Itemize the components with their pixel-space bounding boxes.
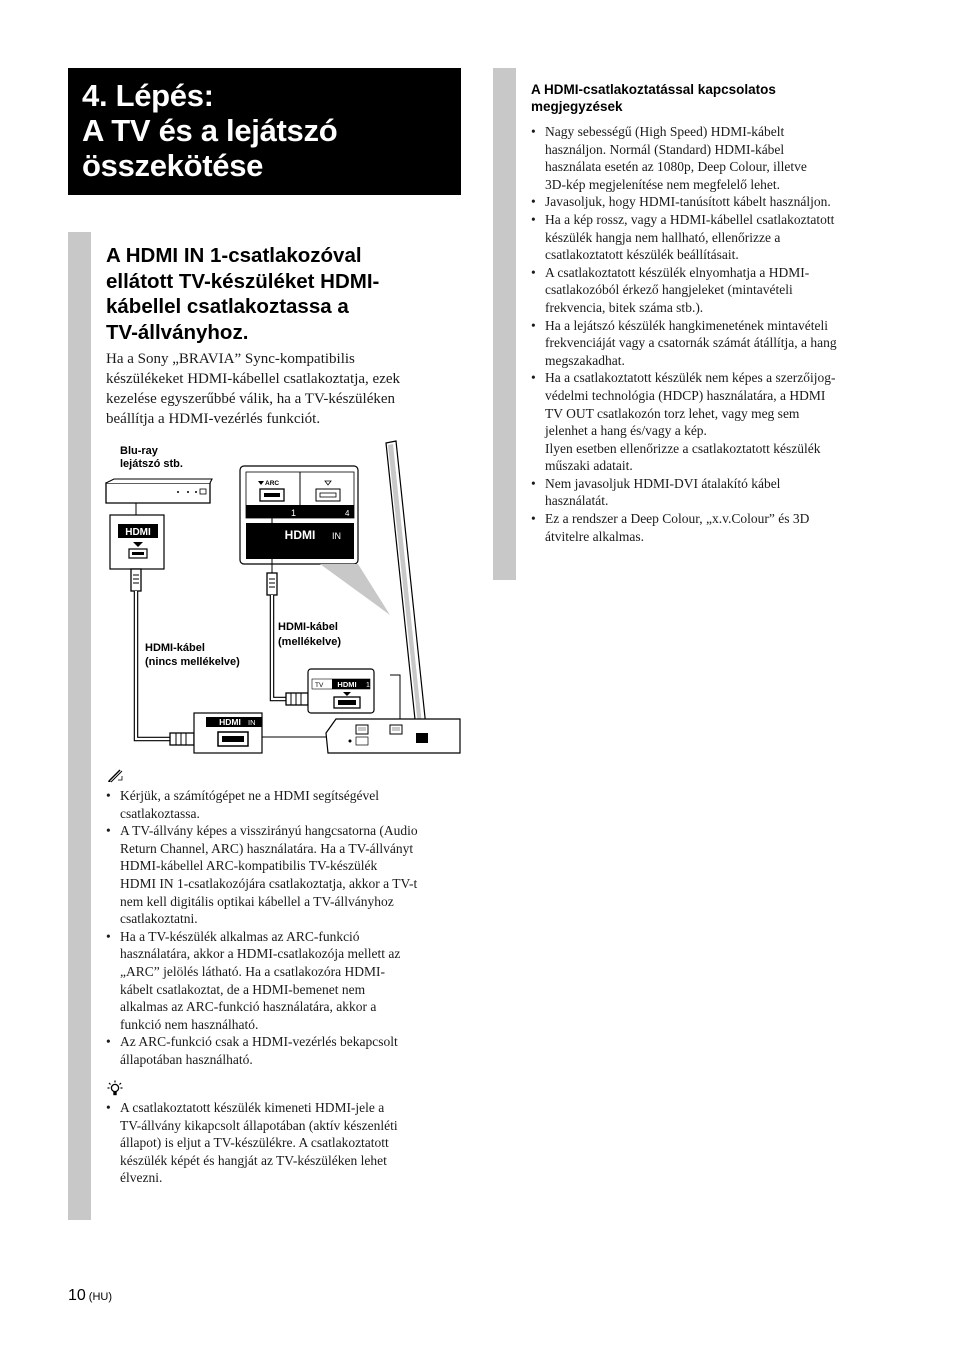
- note-pencil-icon: [107, 767, 127, 783]
- left-margin-bar: [68, 232, 91, 1220]
- tv-hdmi-in-label: IN: [332, 531, 341, 541]
- stand-hdmi-in-port: [194, 713, 262, 753]
- player-hdmi-port: [110, 515, 164, 569]
- hdmi-note-item: • Ha a lejátszó készülék hangkimenetének mintavételi frekvenciáját vagy a csatornák számát átállítja, a hang megszakadhat.: [531, 317, 891, 370]
- hdmi-note-item: • Ha a kép rossz, vagy a HDMI-kábellel csatlakoztatott készülék hangja nem hallható, ellenőrizze a csatlakoztatott készülék beállításait.: [531, 211, 891, 264]
- tv-hdmi-ports: [240, 466, 358, 564]
- stand-hdmi-tv-out-port: [308, 669, 374, 713]
- tv-side-profile: [386, 441, 426, 733]
- notes-list: [106, 787, 466, 1069]
- hdmi-note-item: • Nem javasoljuk HDMI-DVI átalakító kábel használatát.: [531, 475, 891, 510]
- cable-left-label-line2: (nincs mellékelve): [145, 656, 240, 668]
- player-hdmi-logo: HDMI: [125, 527, 151, 538]
- tv-port-1-label: 1: [290, 508, 296, 518]
- hdmi-note-item: • A csatlakoztatott készülék elnyomhatja a HDMI- csatlakozóból érkező hangjeleket (mintavételi frekvencia, bitek száma stb.).: [531, 264, 891, 317]
- note-item: • Ha a TV-készülék alkalmas az ARC-funkció használatára, akkor a HDMI-csatlakozója mellett az „ARC” jelölés látható. Ha a csatlakozóra HDMI- kábelt csatlakoztat, de a HDMI-bemenet nem alkalmas az ARC-funkció használatára, akkor a funkció nem használható.: [106, 928, 466, 1034]
- section-heading: A HDMI IN 1-csatlakozóval ellátott TV-készüléket HDMI- kábellel csatlakoztassa a TV-állványhoz.: [106, 244, 380, 344]
- tv-port-4-label: 4: [345, 509, 350, 518]
- right-margin-bar: [493, 68, 516, 580]
- note-item: • A TV-állvány képes a visszirányú hangcsatorna (Audio Return Channel, ARC) használatára. Ha a TV-állványt HDMI-kábellel ARC-kompatibilis TV-készülék HDMI IN 1-csatlakozójára csatlakoztatja, akkor a TV-t nem kell digitális optikai kábellel a TV-állványhoz csatlakoztatni.: [106, 822, 466, 928]
- tv-out-label: TV: [315, 682, 324, 689]
- tips-list: [106, 1099, 466, 1187]
- tv-out-hdmi-logo: HDMI: [337, 680, 357, 689]
- page-number: [68, 1287, 112, 1305]
- page-language: (HU): [88, 1291, 113, 1303]
- page-number-value: 10: [68, 1287, 86, 1304]
- intro-paragraph: Ha a Sony „BRAVIA” Sync-kompatibilis készülékeket HDMI-kábellel csatlakoztatja, ezek kezelése egyszerűbbé válik, ha a TV-készüléken beállítja a HDMI-vezérlés funkciót.: [106, 351, 401, 427]
- cable-left-label-line1: HDMI-kábel: [145, 642, 205, 654]
- stand-hdmi-logo: HDMI: [219, 717, 241, 727]
- hdmi-note-item: • Ez a rendszer a Deep Colour, „x.v.Colour” és 3D átvitelre alkalmas.: [531, 510, 891, 545]
- connection-diagram: [100, 435, 466, 765]
- player-label-line1: Blu-ray: [120, 445, 158, 457]
- note-item: • Kérjük, a számítógépet ne a HDMI segítségével csatlakoztassa.: [106, 787, 466, 822]
- hdmi-notes-list: [531, 123, 891, 545]
- tip-item: • A csatlakoztatott készülék kimeneti HDMI-jele a TV-állvány kikapcsolt állapotában (aktív készenléti állapot) is eljut a TV-készülékre. A csatlakoztatott készülék képét és hangját az TV-készüléken lehet élvezni.: [106, 1099, 466, 1187]
- player-label-line2: lejátszó stb.: [120, 458, 183, 470]
- note-item: • Az ARC-funkció csak a HDMI-vezérlés bekapcsolt állapotában használható.: [106, 1033, 466, 1068]
- lightbulb-tip-icon: [107, 1080, 123, 1098]
- hdmi-note-item: • Javasoljuk, hogy HDMI-tanúsított kábelt használjon.: [531, 193, 891, 211]
- tv-out-port-num: 1: [366, 682, 370, 689]
- tv-hdmi-logo: HDMI: [284, 528, 316, 542]
- cable-right-label-line1: HDMI-kábel: [278, 621, 338, 633]
- bluray-player: [106, 479, 212, 503]
- right-section-heading: A HDMI-csatlakoztatással kapcsolatos megjegyzések: [531, 82, 776, 114]
- arc-label: ARC: [265, 480, 280, 487]
- title-banner: [68, 68, 461, 195]
- stand-hdmi-in-label: IN: [248, 718, 256, 727]
- tv-stand-base: [326, 719, 460, 753]
- cable-right-label-line2: (mellékelve): [278, 636, 341, 648]
- hdmi-note-item: • Ha a csatlakoztatott készülék nem képes a szerzőijog- védelmi technológia (HDCP) használatára, a HDMI TV OUT csatlakozón torz lehet, vagy meg sem jelenhet a hang és/vagy a kép. Ilyen esetben ellenőrizze a csatlakoztatott készülék műszaki adatait.: [531, 369, 891, 475]
- page-title: 4. Lépés: A TV és a lejátszó összekötése: [82, 78, 338, 183]
- hdmi-note-item: • Nagy sebességű (High Speed) HDMI-kábelt használjon. Normál (Standard) HDMI-kábel használata esetén az 1080p, Deep Colour, illetve 3D-kép megjelenítése nem megfelelő lehet.: [531, 123, 891, 193]
